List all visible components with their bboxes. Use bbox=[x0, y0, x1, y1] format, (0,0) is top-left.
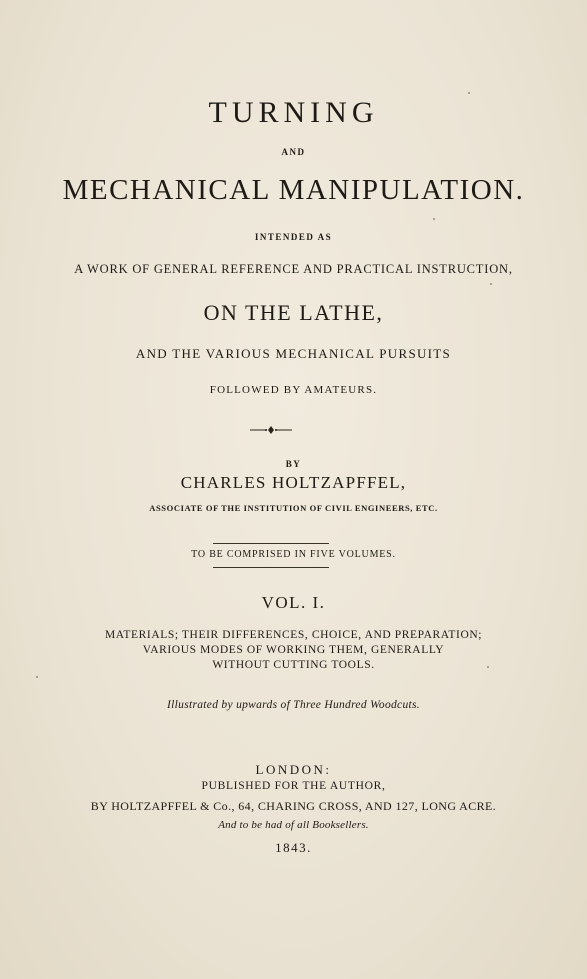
illustrated-note: Illustrated by upwards of Three Hundred Woodcuts. bbox=[167, 699, 420, 711]
paper-speck bbox=[36, 676, 38, 678]
volume-contents bbox=[0, 628, 587, 673]
imprint-booksellers: And to be had of all Booksellers. bbox=[218, 819, 369, 831]
imprint-year: 1843. bbox=[275, 840, 312, 855]
author-affiliation: ASSOCIATE OF THE INSTITUTION OF CIVIL ENGINEERS, ETC. bbox=[149, 503, 438, 513]
book-title: TURNING bbox=[208, 96, 379, 129]
volumes-note: TO BE COMPRISED IN FIVE VOLUMES. bbox=[191, 549, 396, 560]
paper-speck bbox=[487, 666, 489, 668]
imprint-city: LONDON: bbox=[255, 762, 332, 777]
paper-speck bbox=[468, 92, 470, 94]
imprint-published: PUBLISHED FOR THE AUTHOR, bbox=[201, 780, 386, 792]
imprint-publisher: BY HOLTZAPFFEL & Co., 64, CHARING CROSS, AND 127, LONG ACRE. bbox=[90, 799, 497, 813]
lathe-heading: ON THE LATHE, bbox=[203, 300, 384, 325]
by-label: BY bbox=[285, 459, 302, 469]
paper-speck bbox=[433, 218, 435, 220]
contents-line: WITHOUT CUTTING TOOLS. bbox=[212, 659, 375, 671]
volume-number: VOL. I. bbox=[261, 593, 326, 612]
rule-top bbox=[213, 543, 329, 544]
work-description: A WORK OF GENERAL REFERENCE AND PRACTICAL INSTRUCTION, bbox=[74, 262, 513, 276]
intended-as: INTENDED AS bbox=[254, 232, 333, 242]
ornament-divider-icon bbox=[249, 423, 293, 437]
amateurs-line: FOLLOWED BY AMATEURS. bbox=[209, 384, 378, 396]
paper-speck bbox=[490, 283, 492, 285]
rule-bottom bbox=[213, 567, 329, 568]
pursuits-line: AND THE VARIOUS MECHANICAL PURSUITS bbox=[135, 346, 452, 361]
book-subtitle: MECHANICAL MANIPULATION. bbox=[62, 174, 525, 206]
author-name: CHARLES HOLTZAPFFEL, bbox=[180, 473, 407, 492]
conjunction-and: AND bbox=[281, 147, 306, 157]
contents-line: MATERIALS; THEIR DIFFERENCES, CHOICE, AND PREPARATION; bbox=[104, 629, 483, 641]
contents-line: VARIOUS MODES OF WORKING THEM, GENERALLY bbox=[142, 644, 445, 656]
